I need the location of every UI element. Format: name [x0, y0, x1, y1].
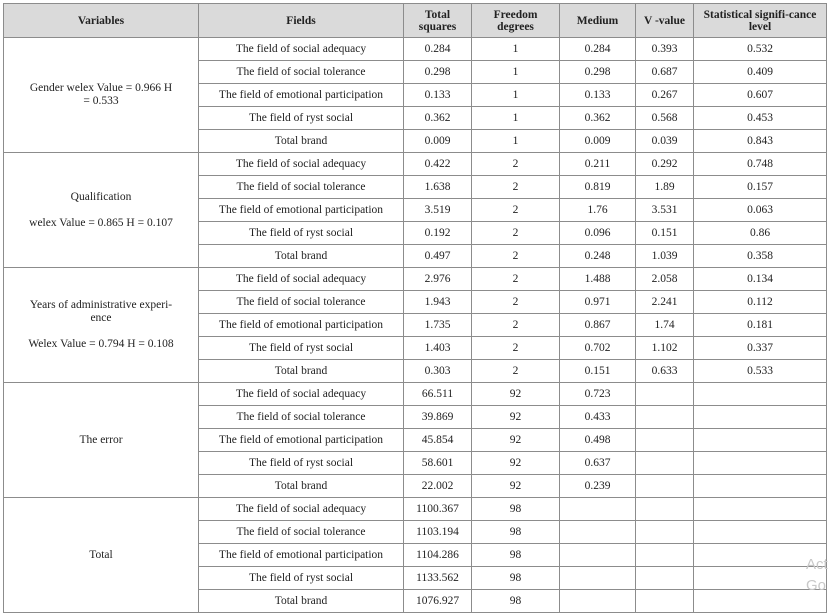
cell-medium [560, 567, 636, 590]
cell-v-value [636, 452, 694, 475]
cell-v-value: 1.89 [636, 176, 694, 199]
cell-freedom-degrees: 92 [472, 406, 560, 429]
header-total-squares: Total squares [404, 4, 472, 38]
table-body [4, 38, 827, 613]
cell-total-squares: 66.511 [404, 383, 472, 406]
cell-significance [694, 498, 827, 521]
cell-v-value [636, 590, 694, 613]
cell-freedom-degrees: 92 [472, 475, 560, 498]
cell-significance: 0.86 [694, 222, 827, 245]
variable-label-line: Welex Value = 0.794 H = 0.108 [28, 338, 174, 350]
cell-freedom-degrees: 2 [472, 176, 560, 199]
cell-v-value [636, 498, 694, 521]
cell-significance [694, 383, 827, 406]
cell-significance: 0.157 [694, 176, 827, 199]
cell-medium: 0.819 [560, 176, 636, 199]
cell-freedom-degrees: 98 [472, 498, 560, 521]
cell-total-squares: 0.133 [404, 84, 472, 107]
cell-v-value: 1.74 [636, 314, 694, 337]
variable-label-line: welex Value = 0.865 H = 0.107 [29, 216, 173, 229]
cell-field: The field of emotional participation [199, 314, 404, 337]
cell-field: The field of social tolerance [199, 406, 404, 429]
cell-freedom-degrees: 2 [472, 314, 560, 337]
header-freedom-degrees: Freedom degrees [472, 4, 560, 38]
cell-significance: 0.748 [694, 153, 827, 176]
cell-medium: 0.239 [560, 475, 636, 498]
watermark-line-2: Go [806, 577, 827, 594]
cell-v-value [636, 475, 694, 498]
cell-total-squares: 1076.927 [404, 590, 472, 613]
cell-medium [560, 590, 636, 613]
header-row [4, 4, 827, 38]
cell-total-squares: 1133.562 [404, 567, 472, 590]
cell-field: The field of social adequacy [199, 153, 404, 176]
cell-medium: 0.298 [560, 61, 636, 84]
cell-field: The field of ryst social [199, 337, 404, 360]
cell-freedom-degrees: 92 [472, 429, 560, 452]
cell-field: The field of ryst social [199, 452, 404, 475]
cell-field: The field of social tolerance [199, 291, 404, 314]
cell-total-squares: 0.298 [404, 61, 472, 84]
activation-watermark [806, 554, 828, 596]
table-row [4, 38, 827, 61]
cell-v-value [636, 544, 694, 567]
cell-field: Total brand [199, 590, 404, 613]
cell-medium: 0.637 [560, 452, 636, 475]
cell-total-squares: 0.303 [404, 360, 472, 383]
variable-group-label [4, 153, 199, 268]
cell-medium: 0.723 [560, 383, 636, 406]
variable-group-label [4, 498, 199, 613]
cell-total-squares: 1.943 [404, 291, 472, 314]
variable-label-line: Total [89, 548, 113, 561]
cell-medium: 0.096 [560, 222, 636, 245]
cell-significance: 0.533 [694, 360, 827, 383]
cell-medium [560, 498, 636, 521]
cell-total-squares: 1103.194 [404, 521, 472, 544]
cell-total-squares: 2.976 [404, 268, 472, 291]
cell-v-value: 0.292 [636, 153, 694, 176]
cell-significance: 0.063 [694, 199, 827, 222]
variable-label-line: Gender welex Value = 0.966 H [29, 82, 173, 94]
header-fields: Fields [199, 4, 404, 38]
cell-field: The field of emotional participation [199, 84, 404, 107]
cell-v-value: 0.393 [636, 38, 694, 61]
cell-field: Total brand [199, 245, 404, 268]
cell-freedom-degrees: 1 [472, 130, 560, 153]
header-significance: Statistical signifi-cance level [694, 4, 827, 38]
cell-significance: 0.409 [694, 61, 827, 84]
cell-v-value [636, 383, 694, 406]
cell-significance: 0.453 [694, 107, 827, 130]
cell-field: The field of ryst social [199, 567, 404, 590]
cell-freedom-degrees: 2 [472, 291, 560, 314]
table-row [4, 153, 827, 176]
cell-medium: 0.702 [560, 337, 636, 360]
cell-significance [694, 429, 827, 452]
cell-total-squares: 22.002 [404, 475, 472, 498]
cell-significance: 0.112 [694, 291, 827, 314]
cell-medium: 0.362 [560, 107, 636, 130]
cell-total-squares: 1104.286 [404, 544, 472, 567]
cell-significance [694, 452, 827, 475]
cell-significance: 0.532 [694, 38, 827, 61]
cell-field: Total brand [199, 475, 404, 498]
cell-freedom-degrees: 2 [472, 153, 560, 176]
cell-freedom-degrees: 2 [472, 245, 560, 268]
cell-significance [694, 521, 827, 544]
variable-label-line: = 0.533 [83, 95, 119, 107]
variable-group-label [4, 38, 199, 153]
cell-total-squares: 0.284 [404, 38, 472, 61]
cell-v-value [636, 429, 694, 452]
cell-freedom-degrees: 98 [472, 544, 560, 567]
cell-v-value: 2.058 [636, 268, 694, 291]
cell-field: The field of social tolerance [199, 176, 404, 199]
cell-field: The field of social adequacy [199, 38, 404, 61]
cell-freedom-degrees: 2 [472, 268, 560, 291]
cell-v-value: 2.241 [636, 291, 694, 314]
variable-label-line: Years of administrative experi- [29, 299, 173, 311]
cell-v-value: 1.102 [636, 337, 694, 360]
cell-total-squares: 0.497 [404, 245, 472, 268]
cell-v-value [636, 521, 694, 544]
cell-medium [560, 521, 636, 544]
cell-v-value: 0.039 [636, 130, 694, 153]
cell-medium: 0.151 [560, 360, 636, 383]
cell-medium: 1.488 [560, 268, 636, 291]
cell-total-squares: 39.869 [404, 406, 472, 429]
cell-medium [560, 544, 636, 567]
cell-significance: 0.607 [694, 84, 827, 107]
cell-medium: 0.248 [560, 245, 636, 268]
variable-label-line: Qualification [70, 190, 132, 203]
cell-v-value [636, 406, 694, 429]
cell-freedom-degrees: 1 [472, 107, 560, 130]
cell-freedom-degrees: 1 [472, 61, 560, 84]
cell-field: The field of emotional participation [199, 199, 404, 222]
cell-significance: 0.134 [694, 268, 827, 291]
cell-total-squares: 0.362 [404, 107, 472, 130]
cell-freedom-degrees: 2 [472, 199, 560, 222]
cell-medium: 1.76 [560, 199, 636, 222]
cell-v-value: 3.531 [636, 199, 694, 222]
variable-label-line: The error [79, 433, 123, 446]
cell-total-squares: 3.519 [404, 199, 472, 222]
header-variables: Variables [4, 4, 199, 38]
cell-total-squares: 1.735 [404, 314, 472, 337]
cell-significance [694, 406, 827, 429]
cell-field: The field of emotional participation [199, 429, 404, 452]
cell-freedom-degrees: 1 [472, 38, 560, 61]
cell-freedom-degrees: 2 [472, 337, 560, 360]
cell-freedom-degrees: 92 [472, 452, 560, 475]
cell-v-value: 0.267 [636, 84, 694, 107]
anova-table [3, 3, 827, 613]
cell-field: The field of social tolerance [199, 61, 404, 84]
cell-total-squares: 0.192 [404, 222, 472, 245]
cell-field: Total brand [199, 130, 404, 153]
cell-medium: 0.133 [560, 84, 636, 107]
cell-freedom-degrees: 92 [472, 383, 560, 406]
cell-significance [694, 475, 827, 498]
cell-total-squares: 45.854 [404, 429, 472, 452]
cell-field: The field of social adequacy [199, 268, 404, 291]
cell-significance: 0.181 [694, 314, 827, 337]
label-spacer [7, 325, 195, 338]
header-medium: Medium [560, 4, 636, 38]
cell-significance: 0.358 [694, 245, 827, 268]
watermark-line-1: Act [806, 556, 828, 573]
variable-group-label [4, 268, 199, 383]
cell-freedom-degrees: 2 [472, 222, 560, 245]
cell-medium: 0.211 [560, 153, 636, 176]
table-row [4, 498, 827, 521]
cell-freedom-degrees: 98 [472, 521, 560, 544]
cell-freedom-degrees: 98 [472, 590, 560, 613]
cell-v-value [636, 567, 694, 590]
cell-total-squares: 1.638 [404, 176, 472, 199]
cell-total-squares: 58.601 [404, 452, 472, 475]
cell-medium: 0.433 [560, 406, 636, 429]
cell-v-value: 0.633 [636, 360, 694, 383]
cell-v-value: 1.039 [636, 245, 694, 268]
cell-total-squares: 1100.367 [404, 498, 472, 521]
cell-medium: 0.867 [560, 314, 636, 337]
cell-field: The field of ryst social [199, 222, 404, 245]
table-row [4, 268, 827, 291]
cell-freedom-degrees: 1 [472, 84, 560, 107]
cell-medium: 0.284 [560, 38, 636, 61]
cell-medium: 0.009 [560, 130, 636, 153]
cell-total-squares: 1.403 [404, 337, 472, 360]
cell-medium: 0.971 [560, 291, 636, 314]
cell-v-value: 0.687 [636, 61, 694, 84]
cell-field: The field of emotional participation [199, 544, 404, 567]
cell-field: The field of social adequacy [199, 498, 404, 521]
cell-field: The field of social adequacy [199, 383, 404, 406]
cell-freedom-degrees: 2 [472, 360, 560, 383]
cell-significance: 0.843 [694, 130, 827, 153]
variable-label-line: ence [90, 312, 112, 324]
cell-total-squares: 0.422 [404, 153, 472, 176]
cell-medium: 0.498 [560, 429, 636, 452]
variable-group-label [4, 383, 199, 498]
cell-v-value: 0.568 [636, 107, 694, 130]
cell-total-squares: 0.009 [404, 130, 472, 153]
cell-field: Total brand [199, 360, 404, 383]
cell-v-value: 0.151 [636, 222, 694, 245]
table-row [4, 383, 827, 406]
cell-significance: 0.337 [694, 337, 827, 360]
cell-field: The field of ryst social [199, 107, 404, 130]
cell-field: The field of social tolerance [199, 521, 404, 544]
cell-freedom-degrees: 98 [472, 567, 560, 590]
header-v-value: V -value [636, 4, 694, 38]
label-spacer [7, 204, 195, 217]
